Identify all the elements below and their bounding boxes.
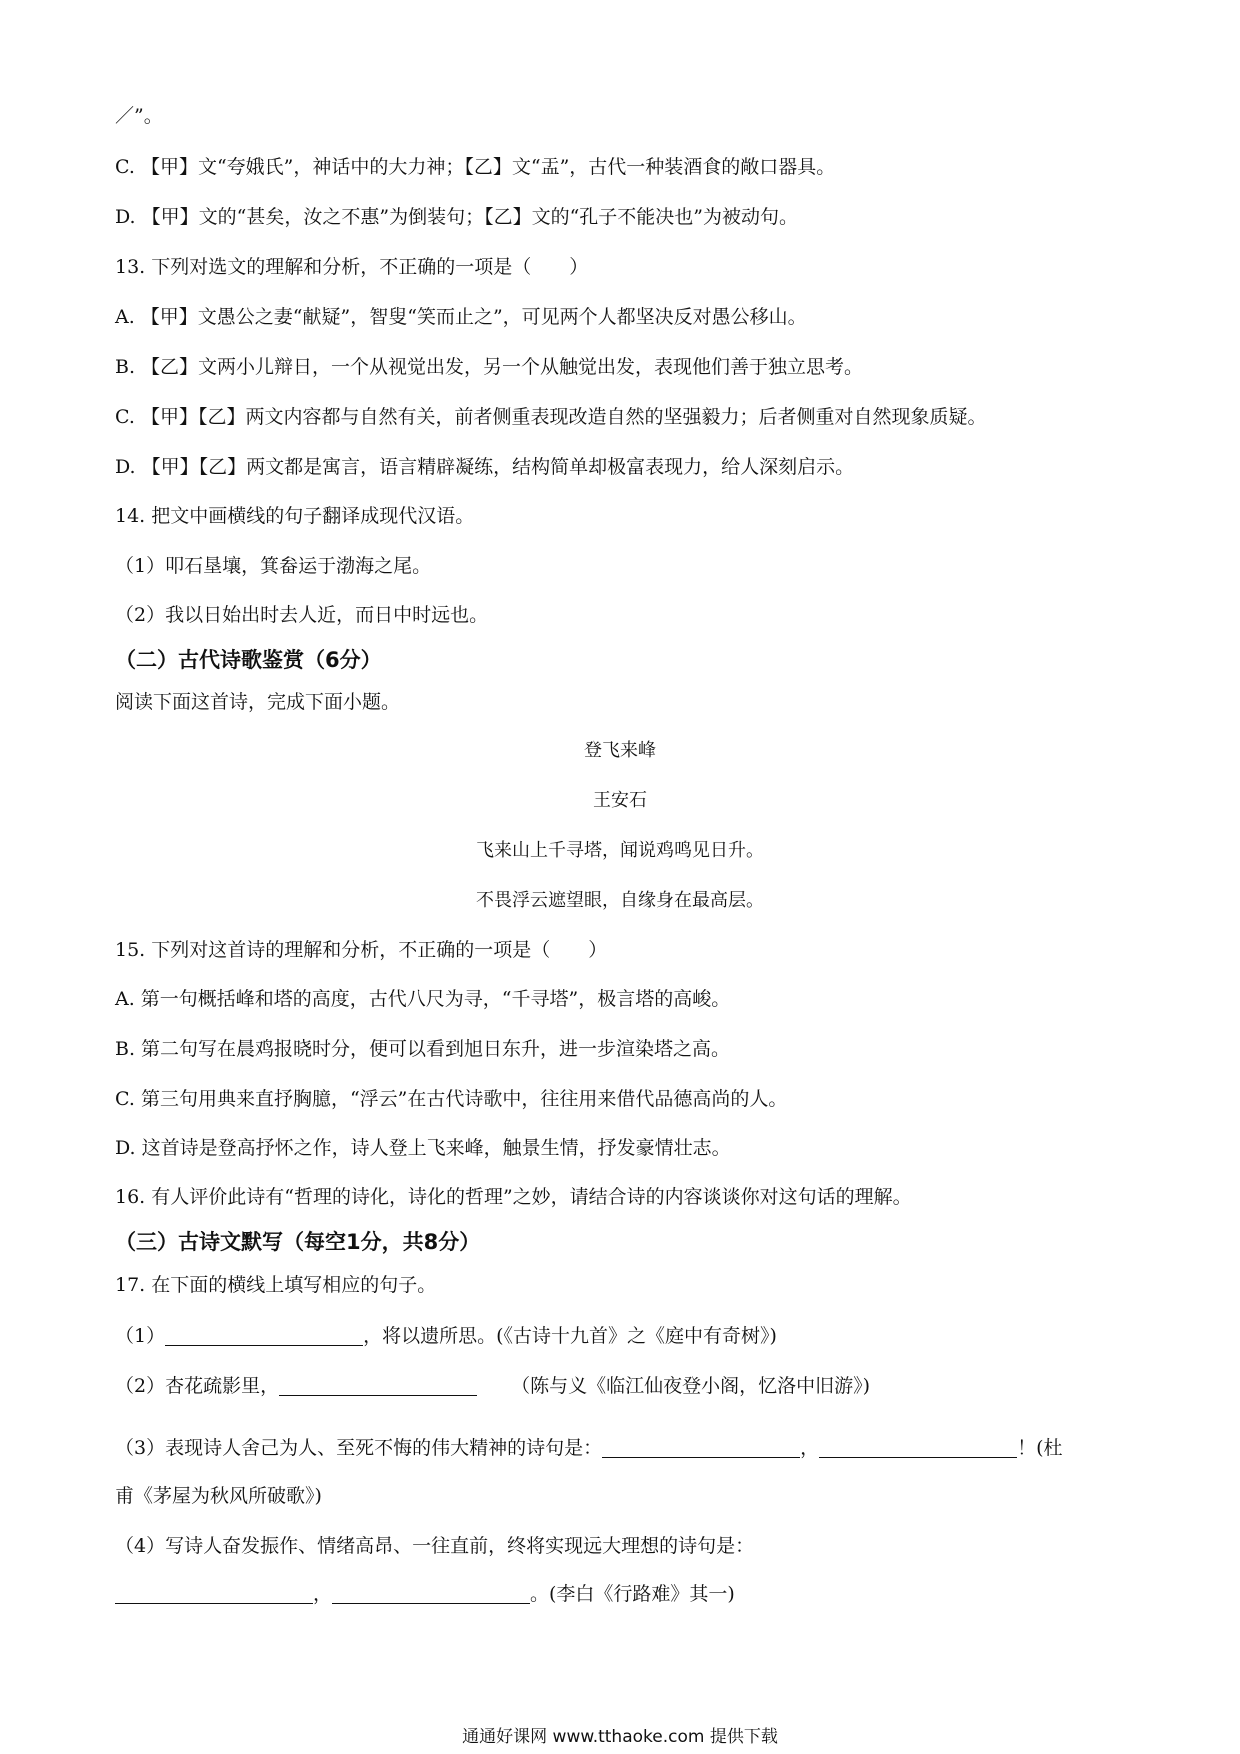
question-15: 15. 下列对这首诗的理解和分析，不正确的一项是（ ） bbox=[115, 939, 608, 961]
fill-blank-4: （4）写诗人奋发振作、情绪高昂、一往直前，终将实现远大理想的诗句是： bbox=[115, 1535, 755, 1557]
poem-author: 王安石 bbox=[593, 790, 647, 811]
fill-blank-2 bbox=[115, 1372, 1140, 1400]
option-c: C. 第三句用典来直抒胸臆，“浮云”在古代诗歌中，往往用来借代品德高尚的人。 bbox=[115, 1088, 788, 1110]
answer-blank[interactable] bbox=[115, 1583, 313, 1604]
fill-blank-4-answers bbox=[115, 1580, 1140, 1608]
option-d: D. 【甲】【乙】两文都是寓言，语言精辟凝练，结构简单却极富表现力，给人深刻启示。 bbox=[115, 456, 855, 478]
option-d: D. 这首诗是登高抒怀之作，诗人登上飞来峰，触景生情，抒发豪情壮志。 bbox=[115, 1137, 731, 1159]
section-heading: （二）古代诗歌鉴赏（6分） bbox=[115, 648, 382, 672]
sub-question: （2）我以日始出时去人近，而日中时远也。 bbox=[115, 604, 489, 626]
answer-blank[interactable] bbox=[602, 1437, 800, 1458]
option-b: B. 第二句写在晨鸡报晓时分，便可以看到旭日东升，进一步渲染塔之高。 bbox=[115, 1038, 731, 1060]
section-heading: （三）古诗文默写（每空1分，共8分） bbox=[115, 1230, 481, 1254]
option-b: B. 【乙】文两小儿辩日，一个从视觉出发，另一个从触觉出发，表现他们善于独立思考。 bbox=[115, 356, 864, 378]
blank-separator: ， bbox=[313, 1583, 333, 1605]
option-c: C. 【甲】文“夸娥氏”，神话中的大力神；【乙】文“盂”，古代一种装酒食的敞口器具。 bbox=[115, 156, 836, 178]
answer-blank[interactable] bbox=[279, 1375, 477, 1396]
blank-source: ，将以遗所思。(《古诗十九首》之《庭中有奇树》) bbox=[363, 1325, 777, 1347]
option-a: A. 【甲】文愚公之妻“献疑”，智叟“笑而止之”，可见两个人都坚决反对愚公移山。 bbox=[115, 306, 807, 328]
blank-source: 。(李白《行路难》其一) bbox=[530, 1583, 735, 1605]
answer-blank[interactable] bbox=[819, 1437, 1017, 1458]
sub-question: （1）叩石垦壤，箕畚运于渤海之尾。 bbox=[115, 555, 432, 577]
fill-blank-1 bbox=[115, 1322, 1140, 1350]
fill-blank-3 bbox=[115, 1434, 1140, 1462]
question-17: 17. 在下面的横线上填写相应的句子。 bbox=[115, 1274, 437, 1296]
text-line: ／”。 bbox=[115, 105, 163, 127]
blank-source-cont: 甫《茅屋为秋风所破歌》) bbox=[115, 1485, 322, 1507]
option-a: A. 第一句概括峰和塔的高度，古代八尺为寻，“千寻塔”，极言塔的高峻。 bbox=[115, 988, 731, 1010]
instruction: 阅读下面这首诗，完成下面小题。 bbox=[115, 691, 401, 713]
blank-separator: ， bbox=[800, 1437, 820, 1459]
blank-label: （1） bbox=[115, 1325, 166, 1347]
option-d: D. 【甲】文的“甚矣，汝之不惠”为倒装句；【乙】文的“孔子不能决也”为被动句。 bbox=[115, 206, 798, 228]
answer-blank[interactable] bbox=[332, 1583, 530, 1604]
question-16: 16. 有人评价此诗有“哲理的诗化，诗化的哲理”之妙，请结合诗的内容谈谈你对这句话的理解。 bbox=[115, 1186, 912, 1208]
poem-line: 飞来山上千寻塔，闻说鸡鸣见日升。 bbox=[476, 840, 764, 861]
question-13: 13. 下列对选文的理解和分析，不正确的一项是（ ） bbox=[115, 256, 589, 278]
answer-blank[interactable] bbox=[165, 1325, 363, 1346]
footer-watermark: 通通好课网 www.tthaoke.com 提供下载 bbox=[462, 1727, 778, 1747]
blank-label: （2）杏花疏影里， bbox=[115, 1375, 280, 1397]
blank-source: ！(杜 bbox=[1017, 1437, 1063, 1459]
question-14: 14. 把文中画横线的句子翻译成现代汉语。 bbox=[115, 505, 475, 527]
blank-source: （陈与义《临江仙夜登小阁，忆洛中旧游》) bbox=[511, 1375, 871, 1397]
blank-label: （3）表现诗人舍己为人、至死不悔的伟大精神的诗句是： bbox=[115, 1437, 603, 1459]
poem-line: 不畏浮云遮望眼，自缘身在最高层。 bbox=[476, 890, 764, 911]
poem-title: 登飞来峰 bbox=[584, 740, 656, 761]
option-c: C. 【甲】【乙】两文内容都与自然有关，前者侧重表现改造自然的坚强毅力；后者侧重对自然现象质疑。 bbox=[115, 406, 987, 428]
